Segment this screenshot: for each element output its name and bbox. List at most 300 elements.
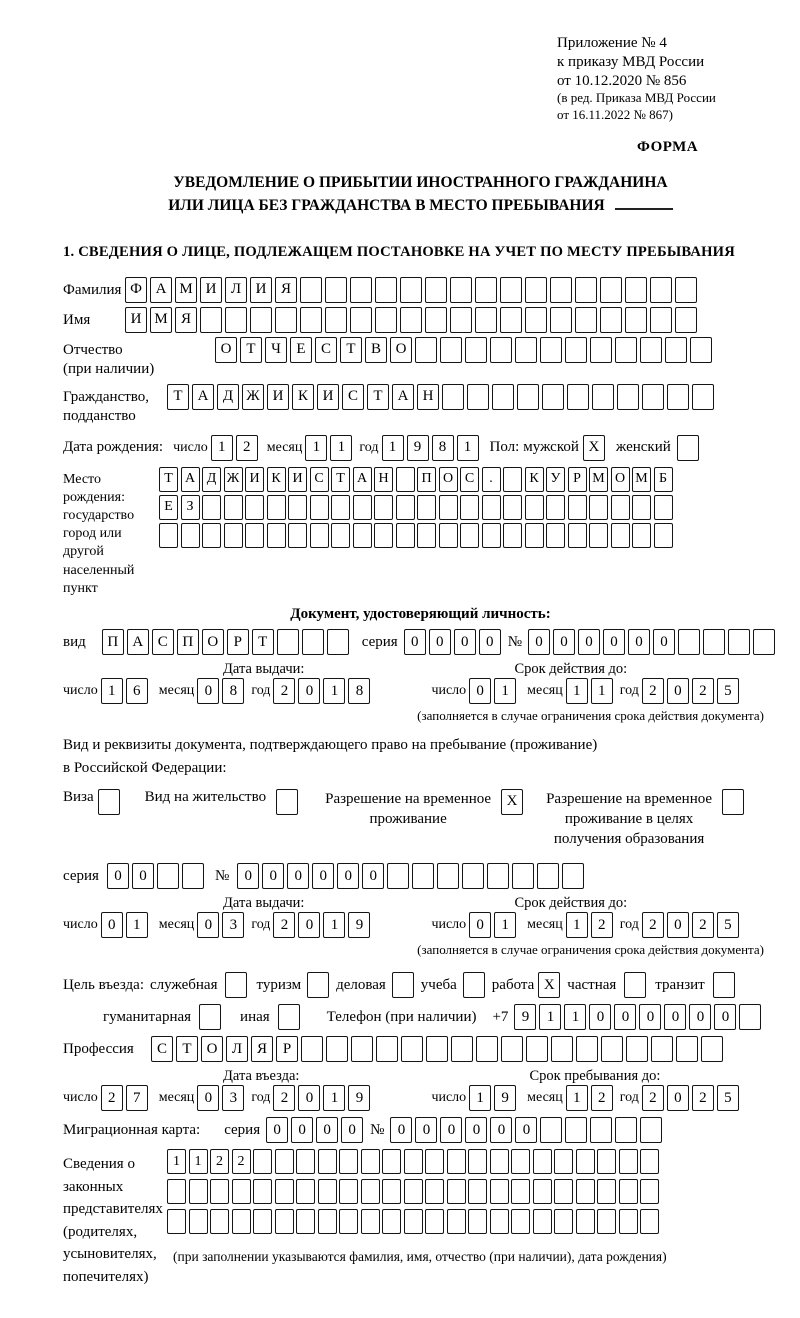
char-cell[interactable] (400, 307, 422, 333)
char-cell[interactable] (511, 1209, 530, 1234)
char-cell[interactable]: А (392, 384, 414, 410)
char-cell[interactable] (533, 1179, 552, 1204)
char-cell[interactable] (675, 307, 697, 333)
char-cell[interactable] (640, 1149, 659, 1174)
char-cell[interactable] (447, 1179, 466, 1204)
iddoc-valid-year-cells[interactable] (642, 678, 742, 704)
char-cell[interactable]: 2 (642, 912, 664, 938)
char-cell[interactable]: А (127, 629, 149, 655)
char-cell[interactable]: 0 (465, 1117, 487, 1143)
char-cell[interactable] (690, 337, 712, 363)
char-cell[interactable]: 1 (323, 678, 345, 704)
char-cell[interactable] (202, 495, 221, 520)
char-cell[interactable] (450, 277, 472, 303)
char-cell[interactable] (601, 1036, 623, 1062)
char-cell[interactable]: П (177, 629, 199, 655)
char-cell[interactable] (275, 1179, 294, 1204)
char-cell[interactable]: Т (340, 337, 362, 363)
char-cell[interactable] (375, 307, 397, 333)
char-cell[interactable]: 2 (692, 678, 714, 704)
char-cell[interactable]: С (151, 1036, 173, 1062)
char-cell[interactable]: 1 (126, 912, 148, 938)
char-cell[interactable] (467, 384, 489, 410)
char-cell[interactable] (415, 337, 437, 363)
char-cell[interactable]: 2 (692, 1085, 714, 1111)
char-cell[interactable]: 0 (528, 629, 550, 655)
char-cell[interactable] (600, 277, 622, 303)
char-cell[interactable] (361, 1179, 380, 1204)
char-cell[interactable] (275, 1149, 294, 1174)
char-cell[interactable] (619, 1179, 638, 1204)
char-cell[interactable]: О (201, 1036, 223, 1062)
char-cell[interactable] (490, 337, 512, 363)
char-cell[interactable] (554, 1209, 573, 1234)
char-cell[interactable]: 0 (589, 1004, 611, 1030)
char-cell[interactable] (318, 1209, 337, 1234)
char-cell[interactable]: 0 (667, 1085, 689, 1111)
char-cell[interactable] (475, 307, 497, 333)
char-cell[interactable]: К (292, 384, 314, 410)
char-cell[interactable]: 3 (222, 1085, 244, 1111)
char-cell[interactable] (490, 1179, 509, 1204)
char-cell[interactable] (275, 307, 297, 333)
char-cell[interactable] (339, 1179, 358, 1204)
stay-month-cells[interactable] (566, 1085, 616, 1111)
char-cell[interactable]: 1 (457, 435, 479, 461)
birth-year-cells[interactable] (382, 435, 482, 461)
char-cell[interactable] (713, 972, 735, 998)
char-cell[interactable]: 0 (429, 629, 451, 655)
char-cell[interactable] (98, 789, 120, 815)
char-cell[interactable] (503, 495, 522, 520)
char-cell[interactable]: С (152, 629, 174, 655)
char-cell[interactable]: М (150, 307, 172, 333)
char-cell[interactable] (597, 1179, 616, 1204)
iddoc-valid-month-cells[interactable] (566, 678, 616, 704)
char-cell[interactable] (425, 1209, 444, 1234)
char-cell[interactable] (590, 1117, 612, 1143)
char-cell[interactable]: 0 (689, 1004, 711, 1030)
char-cell[interactable]: Т (331, 467, 350, 492)
char-cell[interactable]: 0 (714, 1004, 736, 1030)
char-cell[interactable] (626, 1036, 648, 1062)
char-cell[interactable]: Я (175, 307, 197, 333)
char-cell[interactable] (250, 307, 272, 333)
char-cell[interactable] (550, 277, 572, 303)
char-cell[interactable] (592, 384, 614, 410)
char-cell[interactable]: 1 (566, 1085, 588, 1111)
char-cell[interactable] (396, 523, 415, 548)
char-cell[interactable]: М (632, 467, 651, 492)
char-cell[interactable]: . (482, 467, 501, 492)
char-cell[interactable]: 0 (197, 912, 219, 938)
char-cell[interactable]: Р (568, 467, 587, 492)
char-cell[interactable] (550, 307, 572, 333)
char-cell[interactable] (482, 495, 501, 520)
char-cell[interactable] (554, 1149, 573, 1174)
char-cell[interactable]: 0 (237, 863, 259, 889)
char-cell[interactable]: 0 (390, 1117, 412, 1143)
char-cell[interactable] (511, 1149, 530, 1174)
char-cell[interactable]: 8 (432, 435, 454, 461)
char-cell[interactable] (451, 1036, 473, 1062)
char-cell[interactable] (382, 1149, 401, 1174)
char-cell[interactable] (199, 1004, 221, 1030)
char-cell[interactable] (225, 307, 247, 333)
char-cell[interactable]: Л (225, 277, 247, 303)
char-cell[interactable]: 1 (323, 912, 345, 938)
char-cell[interactable] (288, 523, 307, 548)
char-cell[interactable]: 1 (469, 1085, 491, 1111)
char-cell[interactable]: 1 (564, 1004, 586, 1030)
char-cell[interactable] (650, 277, 672, 303)
iddoc-issue-month-cells[interactable] (197, 678, 247, 704)
char-cell[interactable] (546, 523, 565, 548)
char-cell[interactable]: 0 (312, 863, 334, 889)
char-cell[interactable] (325, 307, 347, 333)
char-cell[interactable] (651, 1036, 673, 1062)
char-cell[interactable] (503, 523, 522, 548)
char-cell[interactable]: 0 (337, 863, 359, 889)
char-cell[interactable]: П (102, 629, 124, 655)
char-cell[interactable]: 0 (132, 863, 154, 889)
char-cell[interactable] (425, 1149, 444, 1174)
char-cell[interactable]: 0 (298, 912, 320, 938)
migcard-series-cells[interactable] (266, 1117, 366, 1143)
char-cell[interactable]: 9 (407, 435, 429, 461)
char-cell[interactable] (640, 1209, 659, 1234)
char-cell[interactable] (632, 495, 651, 520)
char-cell[interactable] (703, 629, 725, 655)
char-cell[interactable]: 2 (642, 1085, 664, 1111)
char-cell[interactable] (301, 1036, 323, 1062)
char-cell[interactable]: И (267, 384, 289, 410)
char-cell[interactable] (167, 1179, 186, 1204)
char-cell[interactable] (575, 277, 597, 303)
char-cell[interactable] (542, 384, 564, 410)
resdoc-valid-year-cells[interactable] (642, 912, 742, 938)
char-cell[interactable] (576, 1149, 595, 1174)
char-cell[interactable]: 0 (479, 629, 501, 655)
char-cell[interactable]: К (525, 467, 544, 492)
char-cell[interactable] (404, 1149, 423, 1174)
char-cell[interactable]: 0 (454, 629, 476, 655)
char-cell[interactable] (253, 1209, 272, 1234)
char-cell[interactable] (615, 1117, 637, 1143)
char-cell[interactable]: 1 (494, 678, 516, 704)
resdoc-valid-day-cells[interactable] (469, 912, 519, 938)
char-cell[interactable] (245, 523, 264, 548)
char-cell[interactable] (167, 1209, 186, 1234)
char-cell[interactable] (490, 1149, 509, 1174)
char-cell[interactable] (654, 523, 673, 548)
char-cell[interactable] (540, 1117, 562, 1143)
resdoc-series-cells[interactable] (107, 863, 207, 889)
char-cell[interactable] (650, 307, 672, 333)
char-cell[interactable] (159, 523, 178, 548)
char-cell[interactable] (253, 1149, 272, 1174)
purpose-study-checkbox[interactable] (463, 972, 488, 998)
char-cell[interactable]: 0 (291, 1117, 313, 1143)
char-cell[interactable]: 2 (591, 912, 613, 938)
char-cell[interactable]: 0 (404, 629, 426, 655)
char-cell[interactable] (275, 1209, 294, 1234)
residence-permit-checkbox[interactable] (276, 789, 301, 815)
purpose-work-checkbox[interactable] (538, 972, 563, 998)
char-cell[interactable] (619, 1149, 638, 1174)
char-cell[interactable] (350, 277, 372, 303)
char-cell[interactable] (460, 495, 479, 520)
char-cell[interactable]: 0 (664, 1004, 686, 1030)
char-cell[interactable]: 0 (515, 1117, 537, 1143)
char-cell[interactable] (576, 1036, 598, 1062)
char-cell[interactable] (277, 629, 299, 655)
char-cell[interactable] (490, 1209, 509, 1234)
purpose-tourism-checkbox[interactable] (307, 972, 332, 998)
char-cell[interactable]: А (192, 384, 214, 410)
char-cell[interactable]: О (390, 337, 412, 363)
char-cell[interactable] (382, 1179, 401, 1204)
char-cell[interactable] (296, 1149, 315, 1174)
char-cell[interactable] (318, 1179, 337, 1204)
char-cell[interactable]: 2 (273, 678, 295, 704)
char-cell[interactable]: 7 (126, 1085, 148, 1111)
char-cell[interactable] (182, 863, 204, 889)
char-cell[interactable]: Т (159, 467, 178, 492)
char-cell[interactable] (575, 307, 597, 333)
char-cell[interactable] (654, 495, 673, 520)
char-cell[interactable]: Т (176, 1036, 198, 1062)
char-cell[interactable]: 6 (126, 678, 148, 704)
char-cell[interactable]: 0 (415, 1117, 437, 1143)
char-cell[interactable]: 0 (287, 863, 309, 889)
char-cell[interactable] (327, 629, 349, 655)
char-cell[interactable]: 1 (167, 1149, 186, 1174)
char-cell[interactable] (624, 972, 646, 998)
char-cell[interactable] (376, 1036, 398, 1062)
char-cell[interactable]: Е (290, 337, 312, 363)
char-cell[interactable] (232, 1179, 251, 1204)
char-cell[interactable]: 0 (667, 678, 689, 704)
char-cell[interactable] (701, 1036, 723, 1062)
char-cell[interactable] (302, 629, 324, 655)
char-cell[interactable] (310, 523, 329, 548)
char-cell[interactable] (675, 277, 697, 303)
char-cell[interactable] (404, 1209, 423, 1234)
purpose-transit-checkbox[interactable] (713, 972, 738, 998)
char-cell[interactable] (482, 523, 501, 548)
char-cell[interactable]: 8 (348, 678, 370, 704)
char-cell[interactable] (615, 337, 637, 363)
char-cell[interactable] (224, 523, 243, 548)
char-cell[interactable] (589, 523, 608, 548)
char-cell[interactable] (526, 1036, 548, 1062)
char-cell[interactable] (339, 1209, 358, 1234)
char-cell[interactable]: 1 (330, 435, 352, 461)
char-cell[interactable] (339, 1149, 358, 1174)
char-cell[interactable]: 0 (316, 1117, 338, 1143)
char-cell[interactable]: 0 (614, 1004, 636, 1030)
char-cell[interactable] (640, 1117, 662, 1143)
char-cell[interactable] (517, 384, 539, 410)
char-cell[interactable] (537, 863, 559, 889)
temp-residence-edu-checkbox[interactable] (722, 789, 747, 815)
char-cell[interactable] (568, 495, 587, 520)
char-cell[interactable]: X (501, 789, 523, 815)
iddoc-number-cells[interactable] (528, 629, 778, 655)
char-cell[interactable]: 2 (692, 912, 714, 938)
char-cell[interactable]: 0 (362, 863, 384, 889)
char-cell[interactable]: 2 (642, 678, 664, 704)
char-cell[interactable] (640, 337, 662, 363)
char-cell[interactable] (728, 629, 750, 655)
char-cell[interactable] (202, 523, 221, 548)
sex-female-checkbox[interactable] (677, 435, 702, 461)
char-cell[interactable] (396, 467, 415, 492)
char-cell[interactable]: 1 (189, 1149, 208, 1174)
char-cell[interactable]: Ж (224, 467, 243, 492)
char-cell[interactable]: 2 (591, 1085, 613, 1111)
char-cell[interactable] (392, 972, 414, 998)
birth-month-cells[interactable] (305, 435, 355, 461)
char-cell[interactable] (551, 1036, 573, 1062)
char-cell[interactable] (353, 495, 372, 520)
char-cell[interactable] (267, 495, 286, 520)
entry-year-cells[interactable] (273, 1085, 373, 1111)
char-cell[interactable]: 5 (717, 1085, 739, 1111)
char-cell[interactable]: 1 (539, 1004, 561, 1030)
char-cell[interactable] (554, 1179, 573, 1204)
char-cell[interactable] (562, 863, 584, 889)
birthplace-cells-2[interactable] (159, 495, 675, 520)
char-cell[interactable]: О (215, 337, 237, 363)
char-cell[interactable] (400, 277, 422, 303)
char-cell[interactable] (546, 495, 565, 520)
char-cell[interactable]: 1 (305, 435, 327, 461)
char-cell[interactable]: 0 (469, 912, 491, 938)
char-cell[interactable] (625, 307, 647, 333)
char-cell[interactable] (487, 863, 509, 889)
char-cell[interactable] (157, 863, 179, 889)
citizenship-cells[interactable] (167, 384, 717, 410)
char-cell[interactable]: Ч (265, 337, 287, 363)
char-cell[interactable]: И (288, 467, 307, 492)
char-cell[interactable] (331, 495, 350, 520)
char-cell[interactable]: И (200, 277, 222, 303)
char-cell[interactable] (567, 384, 589, 410)
char-cell[interactable] (460, 523, 479, 548)
char-cell[interactable]: 0 (603, 629, 625, 655)
char-cell[interactable] (500, 307, 522, 333)
char-cell[interactable]: 0 (653, 629, 675, 655)
iddoc-issue-year-cells[interactable] (273, 678, 373, 704)
char-cell[interactable]: И (250, 277, 272, 303)
char-cell[interactable] (440, 337, 462, 363)
char-cell[interactable]: 2 (101, 1085, 123, 1111)
char-cell[interactable] (447, 1149, 466, 1174)
temp-residence-checkbox[interactable] (501, 789, 526, 815)
char-cell[interactable]: 0 (490, 1117, 512, 1143)
purpose-private-checkbox[interactable] (624, 972, 649, 998)
char-cell[interactable]: 0 (578, 629, 600, 655)
resdoc-issue-day-cells[interactable] (101, 912, 151, 938)
char-cell[interactable]: 0 (440, 1117, 462, 1143)
char-cell[interactable] (512, 863, 534, 889)
iddoc-issue-day-cells[interactable] (101, 678, 151, 704)
char-cell[interactable] (278, 1004, 300, 1030)
char-cell[interactable] (450, 307, 472, 333)
resdoc-valid-month-cells[interactable] (566, 912, 616, 938)
char-cell[interactable]: Р (227, 629, 249, 655)
char-cell[interactable]: И (245, 467, 264, 492)
char-cell[interactable] (426, 1036, 448, 1062)
char-cell[interactable]: О (611, 467, 630, 492)
char-cell[interactable]: 0 (101, 912, 123, 938)
char-cell[interactable]: А (353, 467, 372, 492)
birth-day-cells[interactable] (211, 435, 261, 461)
char-cell[interactable]: 3 (222, 912, 244, 938)
char-cell[interactable] (396, 495, 415, 520)
char-cell[interactable] (462, 863, 484, 889)
char-cell[interactable]: 0 (266, 1117, 288, 1143)
char-cell[interactable]: 0 (639, 1004, 661, 1030)
char-cell[interactable] (225, 972, 247, 998)
char-cell[interactable] (540, 337, 562, 363)
visa-checkbox[interactable] (98, 789, 123, 815)
char-cell[interactable]: 2 (273, 912, 295, 938)
birthplace-cells-1[interactable] (159, 467, 675, 492)
char-cell[interactable] (600, 307, 622, 333)
entry-month-cells[interactable] (197, 1085, 247, 1111)
char-cell[interactable] (753, 629, 775, 655)
char-cell[interactable]: З (181, 495, 200, 520)
char-cell[interactable]: Я (275, 277, 297, 303)
char-cell[interactable]: П (417, 467, 436, 492)
char-cell[interactable] (404, 1179, 423, 1204)
char-cell[interactable]: 0 (341, 1117, 363, 1143)
char-cell[interactable] (224, 495, 243, 520)
char-cell[interactable] (501, 1036, 523, 1062)
char-cell[interactable] (576, 1179, 595, 1204)
char-cell[interactable] (525, 495, 544, 520)
char-cell[interactable]: А (181, 467, 200, 492)
char-cell[interactable]: 1 (211, 435, 233, 461)
char-cell[interactable] (492, 384, 514, 410)
resdoc-issue-month-cells[interactable] (197, 912, 247, 938)
char-cell[interactable] (533, 1209, 552, 1234)
stay-day-cells[interactable] (469, 1085, 519, 1111)
char-cell[interactable] (665, 337, 687, 363)
char-cell[interactable] (276, 789, 298, 815)
char-cell[interactable] (677, 435, 699, 461)
char-cell[interactable]: 1 (494, 912, 516, 938)
char-cell[interactable] (361, 1149, 380, 1174)
char-cell[interactable] (288, 495, 307, 520)
char-cell[interactable] (590, 337, 612, 363)
char-cell[interactable]: 1 (382, 435, 404, 461)
char-cell[interactable] (253, 1179, 272, 1204)
char-cell[interactable]: С (315, 337, 337, 363)
char-cell[interactable] (722, 789, 744, 815)
char-cell[interactable] (565, 1117, 587, 1143)
char-cell[interactable]: Д (202, 467, 221, 492)
char-cell[interactable]: 0 (107, 863, 129, 889)
char-cell[interactable] (468, 1209, 487, 1234)
char-cell[interactable]: Д (217, 384, 239, 410)
char-cell[interactable] (189, 1209, 208, 1234)
migcard-number-cells[interactable] (390, 1117, 665, 1143)
char-cell[interactable] (300, 307, 322, 333)
